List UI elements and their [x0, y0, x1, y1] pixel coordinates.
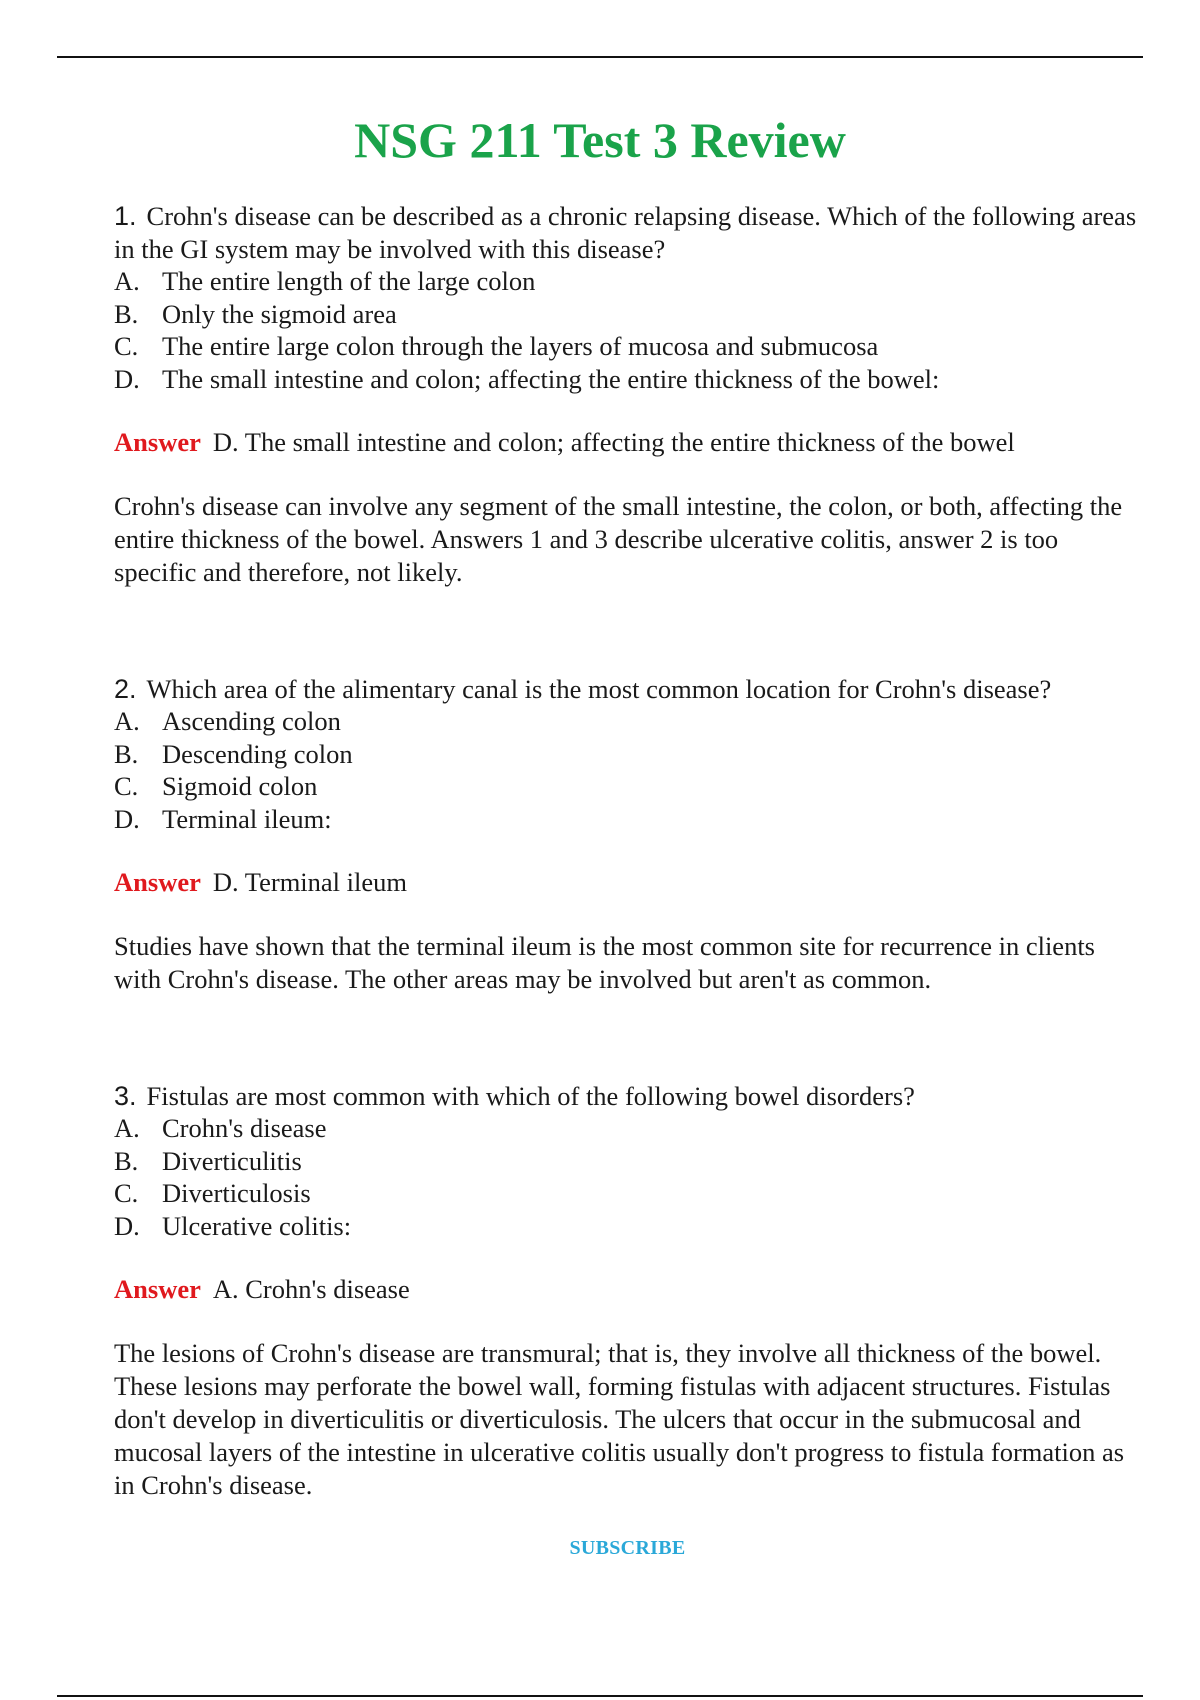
option-letter: C. — [114, 1178, 139, 1208]
option-text: Ascending colon — [162, 706, 341, 736]
option-letter: B. — [114, 1145, 139, 1176]
question-3 — [114, 1080, 1144, 1502]
option-text: Diverticulosis — [162, 1178, 311, 1208]
question-2 — [114, 673, 1144, 996]
answer-explanation: Crohn's disease can involve any segment of the small intestine, the colon, or both, affecting the entire thickness of the bowel. Answers 1 and 3 describe ulcerative colitis, answer 2 is too specific and therefore, not likely. — [114, 490, 1123, 587]
option-list — [114, 705, 1144, 835]
option-c — [114, 330, 1144, 363]
option-d — [114, 1210, 1144, 1243]
option-letter: D. — [114, 363, 140, 394]
answer-text: A. Crohn's disease — [212, 1274, 410, 1304]
option-text: Crohn's disease — [162, 1113, 327, 1143]
option-letter: A. — [114, 266, 140, 296]
option-text: Diverticulitis — [162, 1145, 302, 1176]
option-text: Descending colon — [162, 738, 353, 769]
answer-label: Answer — [114, 867, 201, 897]
answer-line — [114, 1273, 1144, 1306]
option-letter: D. — [114, 803, 140, 834]
question-text: Fistulas are most common with which of the following bowel disorders? — [146, 1080, 915, 1111]
option-letter: B. — [114, 738, 139, 769]
option-a — [114, 705, 1144, 738]
option-letter: C. — [114, 771, 139, 801]
answer-text: D. The small intestine and colon; affecting the entire thickness of the bowel — [212, 427, 1015, 457]
question-stem — [114, 1080, 1144, 1113]
option-d — [114, 363, 1144, 396]
subscribe-link[interactable]: SUBSCRIBE — [569, 1537, 686, 1559]
question-1 — [114, 200, 1144, 589]
option-text: Terminal ileum: — [162, 803, 332, 834]
option-a — [114, 1112, 1144, 1145]
answer-line — [114, 866, 1144, 899]
question-list — [114, 200, 1144, 1502]
question-number: 1. — [114, 201, 137, 231]
question-number: 2. — [114, 673, 137, 704]
option-d — [114, 803, 1144, 836]
option-text: The entire length of the large colon — [162, 266, 536, 296]
question-stem — [114, 200, 1144, 265]
page-title: NSG 211 Test 3 Review — [354, 112, 846, 168]
option-text: Only the sigmoid area — [162, 298, 397, 329]
answer-explanation: Studies have shown that the terminal ileum is the most common site for recurrence in clients with Crohn's disease. The other areas may be involved but aren't as common. — [114, 930, 1095, 994]
option-text: The small intestine and colon; affecting the entire thickness of the bowel: — [162, 363, 940, 394]
option-a — [114, 265, 1144, 298]
option-letter: A. — [114, 1113, 140, 1143]
option-b — [114, 738, 1144, 771]
top-divider — [57, 56, 1143, 58]
question-text: Which area of the alimentary canal is the most common location for Crohn's disease? — [146, 673, 1052, 704]
option-c — [114, 770, 1144, 803]
question-stem — [114, 673, 1144, 706]
question-spacer — [114, 589, 1144, 673]
option-letter: A. — [114, 706, 140, 736]
question-number: 3. — [114, 1080, 137, 1111]
option-letter: C. — [114, 331, 139, 361]
option-letter: D. — [114, 1210, 140, 1241]
option-letter: B. — [114, 298, 139, 329]
answer-label: Answer — [114, 1274, 201, 1304]
option-list — [114, 1112, 1144, 1242]
answer-explanation: The lesions of Crohn's disease are transmural; that is, they involve all thickness of the bowel. These lesions may perforate the bowel wall, forming fistulas with adjacent structures. Fistulas don't develop in diverticulitis or diverticulosis. The ulcers that occur in the submucosal and mucosal layers of the intestine in ulcerative colitis usually don't progress to fistula formation as in Crohn's disease. — [114, 1337, 1125, 1500]
answer-text: D. Terminal ileum — [212, 867, 408, 897]
option-b — [114, 1145, 1144, 1178]
answer-label: Answer — [114, 427, 201, 457]
option-list — [114, 265, 1144, 395]
option-c — [114, 1177, 1144, 1210]
bottom-divider — [57, 1695, 1143, 1697]
option-text: Ulcerative colitis: — [162, 1210, 352, 1241]
answer-line — [114, 426, 1144, 459]
question-spacer — [114, 996, 1144, 1080]
question-text: Crohn's disease can be described as a chronic relapsing disease. Which of the following areas in the GI system may be involved with this disease? — [114, 201, 1137, 264]
option-text: The entire large colon through the layers of mucosa and submucosa — [162, 331, 879, 361]
option-b — [114, 298, 1144, 331]
option-text: Sigmoid colon — [162, 771, 318, 801]
